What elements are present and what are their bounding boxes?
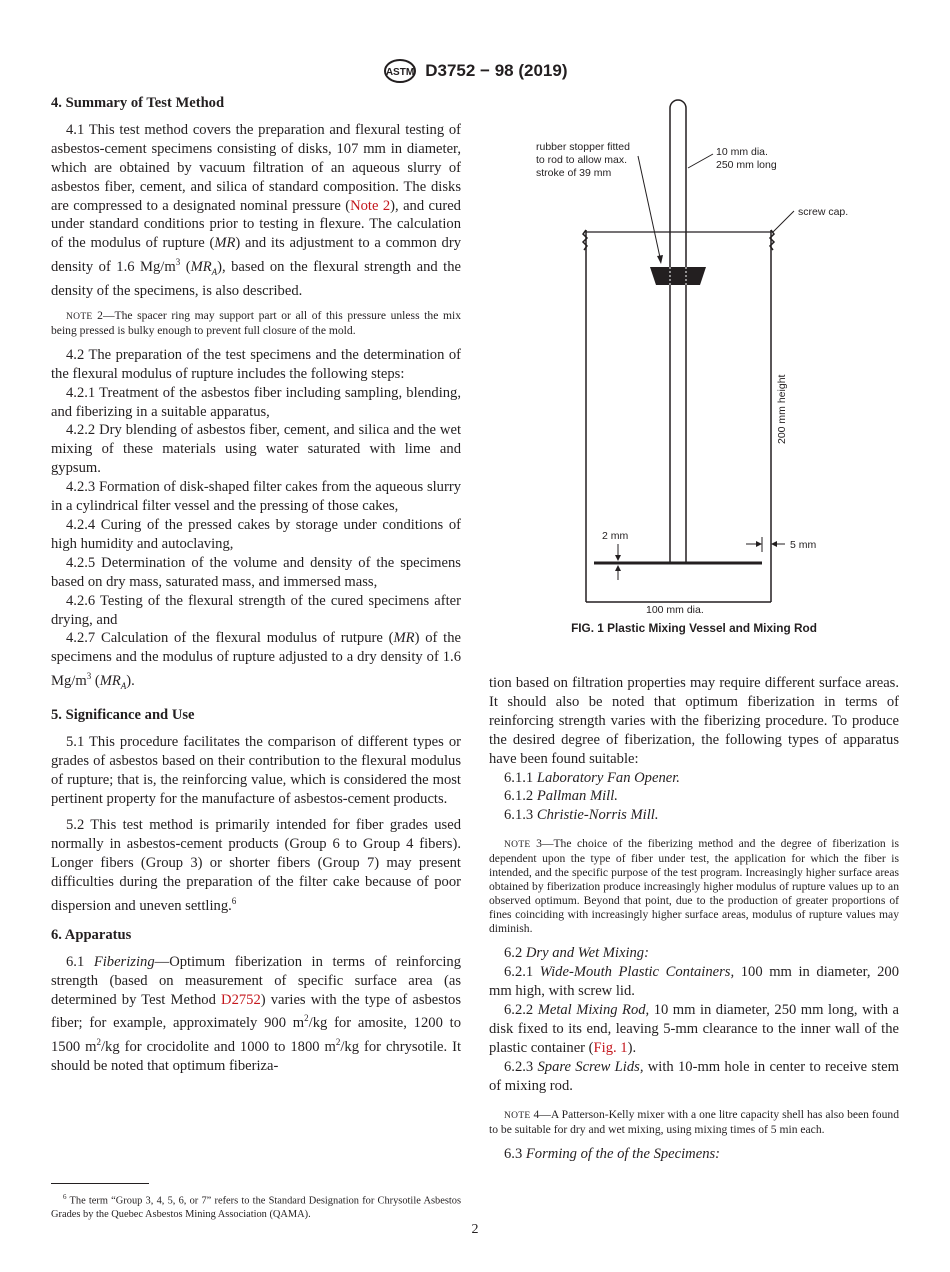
document-designation: D3752 − 98 (2019) bbox=[425, 61, 568, 80]
para-4-2-2: 4.2.2 Dry blending of asbestos fiber, cement, and silica and the wet mixing of these materials using water saturated with lime and gypsum. bbox=[51, 422, 461, 477]
rod-leader bbox=[688, 154, 713, 168]
para-6-1-1: 6.1.1 Laboratory Fan Opener. bbox=[504, 769, 680, 786]
stopper-label-line-3: stroke of 39 mm bbox=[536, 167, 612, 179]
footnote-rule bbox=[51, 1183, 149, 1184]
para-6-2-2: 6.2.2 Metal Mixing Rod, 10 mm in diameter, 250 mm long, with a disk fixed to its end, leaving 5-mm clearance to the inner wall of the plastic container (Fig. 1). bbox=[489, 1001, 899, 1056]
astm-logo-icon bbox=[383, 58, 417, 84]
para-4-1: 4.1 This test method covers the preparation and flexural testing of asbestos-cement specimens consisting of disks, 107 mm in diameter, which are obtained by vacuum filtration of an aqueous slurry of asbestos fiber, cement, and silica of standard composition. The disks are compressed to a designated nominal pressure (Note 2), and cured under standard conditions prior to testing in flexure. The calculation of the modulus of rupture (MR) and its adjustment to a common dry density of 1.6 $Mg/m^3$ $(MR_A)$, based on the flexural strength and the density of the specimens, is also described. bbox=[51, 121, 461, 299]
para-6-3: 6.3 Forming of the of the Specimens: bbox=[504, 1145, 721, 1162]
para-5-2: 5.2 This test method is primarily intended for fiber grades used normally in asbestos-cement products (Group 6 to Group 4 fibers). Longer fibers (Group 3) or shorter fibers (Group 7) may present difficulties during the preparation of the filter cake because of poor dispersion and uneven settling.$^6$ bbox=[51, 817, 461, 914]
stopper-label-line-1: rubber stopper fitted bbox=[536, 141, 630, 153]
para-4-2-6: 4.2.6 Testing of the flexural strength of the cured specimens after drying, and bbox=[51, 592, 461, 628]
para-6-1-3: 6.1.3 Christie-Norris Mill. bbox=[504, 807, 659, 824]
para-6-2: 6.2 Dry and Wet Mixing: bbox=[504, 945, 649, 962]
para-4-2-1: 4.2.1 Treatment of the asbestos fiber including sampling, blending, and fiberizing in a suitable apparatus, bbox=[51, 384, 461, 420]
para-5-1: 5.1 This procedure facilitates the comparison of different types or grades of asbestos based on their contribution to the flexural modulus of rupture; that is, the reinforcing value, which is considered the most pertinent property for the manufacture of asbestos-cement products. bbox=[51, 733, 461, 807]
section-6-title: 6. Apparatus bbox=[51, 926, 132, 943]
fig-1-link[interactable]: Fig. 1 bbox=[593, 1039, 628, 1056]
para-6-1-2: 6.1.2 Pallman Mill. bbox=[504, 788, 618, 805]
para-4-2-5: 4.2.5 Determination of the volume and density of the specimens based on dry mass, saturated mass, and immersed mass, bbox=[51, 554, 461, 590]
figure-1 bbox=[520, 92, 900, 652]
para-6-2-3: 6.2.3 Spare Screw Lids, with 10-mm hole in center to receive stem of mixing rod. bbox=[489, 1058, 899, 1094]
cap-leader bbox=[773, 211, 794, 232]
note-4: NOTE 4—A Patterson-Kelly mixer with a one litre capacity shell has also been found to be suitable for dry and wet mixing, using mixing times of 5 min each. bbox=[489, 1107, 899, 1136]
svg-text:ASTM: ASTM bbox=[385, 67, 414, 78]
footnote-6: $^6$ The term “Group 3, 4, 5, 6, or 7” refers to the Standard Designation for Chrysotile Asbestos Grades by the Quebec Asbestos Mining Association (QAMA). bbox=[51, 1193, 461, 1220]
stopper-leader bbox=[638, 156, 661, 262]
clearance-label: 5 mm bbox=[790, 539, 817, 551]
section-5-title: 5. Significance and Use bbox=[51, 706, 195, 723]
right-column bbox=[489, 674, 899, 1163]
d2752-link[interactable]: D2752 bbox=[221, 991, 261, 1008]
para-4-2-3: 4.2.3 Formation of disk-shaped filter cakes from the aqueous slurry in a cylindrical filter vessel and the pressing of those cakes, bbox=[51, 479, 461, 515]
height-label: 200 mm height bbox=[776, 374, 788, 444]
diameter-label: 100 mm dia. bbox=[646, 604, 704, 616]
note-2-link[interactable]: Note 2 bbox=[350, 197, 391, 214]
page-header bbox=[0, 58, 950, 84]
para-4-2: 4.2 The preparation of the test specimens and the determination of the flexural modulus of rupture includes the following steps: bbox=[51, 346, 461, 382]
figure-caption: FIG. 1 Plastic Mixing Vessel and Mixing Rod bbox=[571, 621, 817, 635]
stopper-label-line-2: to rod to allow max. bbox=[536, 154, 628, 166]
note-2: NOTE 2—The spacer ring may support part or all of this pressure unless the mix being pressed is bulky enough to prevent full closure of the mold. bbox=[51, 308, 461, 337]
mixing-rod bbox=[670, 100, 686, 562]
page-number: 2 bbox=[471, 1222, 479, 1237]
gap-label: 2 mm bbox=[602, 530, 629, 542]
para-6-1-cont: tion based on filtration properties may require different surface areas. It should also be noted that optimum fiberization in terms of reinforcing strength varies with the fiberizing procedure. To produce the desired degree of fiberization, the following types of apparatus have been found suitable: bbox=[489, 675, 899, 767]
note-3: NOTE 3—The choice of the fiberizing method and the degree of fiberization is dependent upon the type of fiber under test, the application for which the fiber is intended, and the specific purpose of the test program. Increasingly higher surface areas obtained by fiberization produce increasingly higher modulus of rupture values up to an observed optimum. Beyond that point, due to the production of greater proportions of fines coinciding with increasingly higher surface areas, modulus of rupture values may diminish. bbox=[489, 837, 899, 936]
cap-label: screw cap. bbox=[798, 206, 849, 218]
para-4-2-4: 4.2.4 Curing of the pressed cakes by storage under conditions of high humidity and autoclaving, bbox=[51, 516, 461, 552]
rubber-stopper bbox=[650, 267, 706, 285]
para-4-2-7: 4.2.7 Calculation of the flexural modulus of rutpure (MR) of the specimens and the modulus of rupture adjusted to a dry density of 1.6 $Mg/m^3$ $(MR_A)$. bbox=[51, 630, 461, 691]
left-column bbox=[51, 94, 461, 1076]
rod-label-line-1: 10 mm dia. bbox=[716, 146, 768, 158]
para-6-2-1: 6.2.1 Wide-Mouth Plastic Containers, 100 mm in diameter, 200 mm high, with screw lid. bbox=[489, 964, 899, 1000]
mixing-vessel-diagram bbox=[520, 92, 900, 652]
para-6-1: 6.1 Fiberizing—Optimum fiberization in terms of reinforcing strength (based on measurement of specific surface area (as determined by Test Method D2752) varies with the type of asbestos fiber; for example, approximately 900 $m^2/kg$ for amosite, 1200 to 1500 $m^2/kg$ for crocidolite and 1000 to 1800 $m^2/kg$ for chrysotile. It should be noted that optimum fiberiza- bbox=[51, 953, 461, 1074]
section-4-title: 4. Summary of Test Method bbox=[51, 95, 225, 111]
rod-label-line-2: 250 mm long bbox=[716, 159, 777, 171]
